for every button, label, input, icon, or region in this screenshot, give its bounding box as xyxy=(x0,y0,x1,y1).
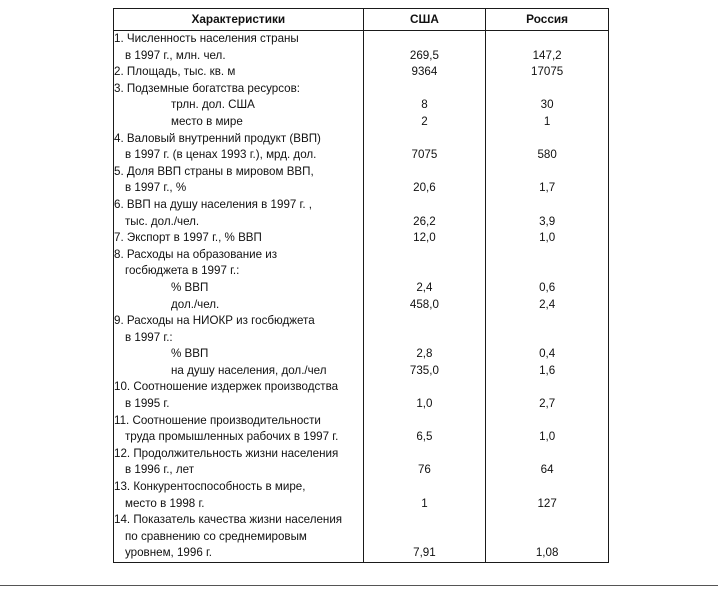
row-label-line: место в мире xyxy=(171,114,243,128)
header-russia: Россия xyxy=(486,9,609,31)
usa-value: 1 xyxy=(363,479,486,512)
usa-value: 7075 xyxy=(363,131,486,164)
page-bottom-rule xyxy=(0,585,718,586)
row-label xyxy=(114,230,364,247)
russia-value: 580 xyxy=(486,131,609,164)
row-label-line: 5. Доля ВВП страны в мировом ВВП, xyxy=(114,164,314,178)
usa-value: 12,0 xyxy=(363,230,486,247)
usa-value: 1,0 xyxy=(363,379,486,412)
row-label-line: % ВВП xyxy=(171,280,209,294)
row-label xyxy=(114,280,364,297)
row-label-line: 14. Показатель качества жизни населения xyxy=(114,513,343,527)
row-label-line: 2. Площадь, тыс. кв. м xyxy=(114,65,236,79)
row-label xyxy=(114,81,364,98)
row-label-line: уровнем, 1996 г. xyxy=(125,546,213,560)
table-row xyxy=(114,379,609,412)
row-label-line: 7. Экспорт в 1997 г., % ВВП xyxy=(114,231,262,245)
table-row xyxy=(114,297,609,314)
russia-value: 1,6 xyxy=(486,363,609,380)
usa-value: 26,2 xyxy=(363,197,486,230)
russia-value: 127 xyxy=(486,479,609,512)
row-label xyxy=(114,413,364,446)
row-label-line: 1. Численность населения страны xyxy=(114,32,299,45)
usa-value: 6,5 xyxy=(363,413,486,446)
usa-value: 735,0 xyxy=(363,363,486,380)
russia-value: 1,0 xyxy=(486,413,609,446)
usa-value: 2,8 xyxy=(363,346,486,363)
russia-value: 64 xyxy=(486,446,609,479)
header-characteristics: Характеристики xyxy=(114,9,364,31)
usa-value xyxy=(363,81,486,98)
usa-value: 2 xyxy=(363,114,486,131)
russia-value: 147,2 xyxy=(486,31,609,65)
usa-value: 269,5 xyxy=(363,31,486,65)
row-label xyxy=(114,379,364,412)
usa-value: 2,4 xyxy=(363,280,486,297)
russia-value: 0,4 xyxy=(486,346,609,363)
table-row xyxy=(114,280,609,297)
russia-value: 2,7 xyxy=(486,379,609,412)
row-label-line: тыс. дол./чел. xyxy=(125,214,200,228)
row-label-line: в 1996 г., лет xyxy=(125,463,195,477)
row-label xyxy=(114,346,364,363)
russia-value: 1 xyxy=(486,114,609,131)
table-header-row xyxy=(114,9,609,31)
row-label-line: по сравнению со среднемировым xyxy=(125,529,307,543)
row-label xyxy=(114,197,364,230)
table-row xyxy=(114,512,609,562)
row-label xyxy=(114,446,364,479)
row-label-line: труда промышленных рабочих в 1997 г. xyxy=(125,430,339,444)
russia-value: 0,6 xyxy=(486,280,609,297)
row-label xyxy=(114,114,364,131)
usa-value: 20,6 xyxy=(363,164,486,197)
russia-value: 1,08 xyxy=(486,512,609,562)
table-row xyxy=(114,81,609,98)
row-label-line: % ВВП xyxy=(171,347,209,361)
table-row xyxy=(114,197,609,230)
row-label-line: в 1995 г. xyxy=(125,397,170,411)
row-label xyxy=(114,363,364,380)
russia-value: 1,7 xyxy=(486,164,609,197)
row-label xyxy=(114,97,364,114)
row-label-line: 11. Соотношение производительности xyxy=(114,413,321,427)
row-label xyxy=(114,479,364,512)
table-row xyxy=(114,97,609,114)
table-row xyxy=(114,446,609,479)
row-label-line: место в 1998 г. xyxy=(125,496,205,510)
row-label-line: 10. Соотношение издержек производства xyxy=(114,380,339,394)
row-label-line: 4. Валовый внутренний продукт (ВВП) xyxy=(114,131,321,145)
row-label-line: 3. Подземные богатства ресурсов: xyxy=(114,81,300,95)
table-row xyxy=(114,31,609,65)
table-row xyxy=(114,413,609,446)
row-label xyxy=(114,297,364,314)
row-label-line: 8. Расходы на образование из xyxy=(114,247,278,261)
row-label-line: 6. ВВП на душу населения в 1997 г. , xyxy=(114,197,313,211)
russia-value xyxy=(486,81,609,98)
usa-value: 76 xyxy=(363,446,486,479)
table-body xyxy=(114,31,609,563)
table-row xyxy=(114,247,609,280)
russia-value: 1,0 xyxy=(486,230,609,247)
row-label-line: в 1997 г., млн. чел. xyxy=(125,48,226,62)
usa-value: 7,91 xyxy=(363,512,486,562)
row-label-line: 12. Продолжительность жизни населения xyxy=(114,446,339,460)
row-label xyxy=(114,64,364,81)
table-row xyxy=(114,346,609,363)
table-row xyxy=(114,313,609,346)
table-row xyxy=(114,230,609,247)
usa-value: 458,0 xyxy=(363,297,486,314)
table-row xyxy=(114,131,609,164)
row-label xyxy=(114,164,364,197)
row-label-line: дол./чел. xyxy=(171,297,220,311)
usa-value xyxy=(363,313,486,346)
usa-value: 8 xyxy=(363,97,486,114)
header-usa: США xyxy=(363,9,486,31)
table-row xyxy=(114,114,609,131)
row-label-line: госбюджета в 1997 г.: xyxy=(125,264,240,278)
row-label-line: в 1997 г., % xyxy=(125,181,187,195)
row-label xyxy=(114,512,364,562)
comparison-table xyxy=(113,8,609,563)
row-label xyxy=(114,31,364,65)
russia-value: 2,4 xyxy=(486,297,609,314)
row-label xyxy=(114,313,364,346)
table-row xyxy=(114,479,609,512)
usa-value xyxy=(363,247,486,280)
table-row xyxy=(114,363,609,380)
table-row xyxy=(114,64,609,81)
row-label-line: трлн. дол. США xyxy=(171,98,255,112)
row-label xyxy=(114,247,364,280)
row-label-line: 9. Расходы на НИОКР из госбюджета xyxy=(114,314,315,328)
russia-value: 3,9 xyxy=(486,197,609,230)
row-label-line: в 1997 г. (в ценах 1993 г.), мрд. дол. xyxy=(125,148,317,162)
russia-value: 17075 xyxy=(486,64,609,81)
russia-value: 30 xyxy=(486,97,609,114)
russia-value xyxy=(486,247,609,280)
row-label-line: в 1997 г.: xyxy=(125,330,173,344)
row-label-line: 13. Конкурентоспособность в мире, xyxy=(114,480,306,494)
row-label xyxy=(114,131,364,164)
table-row xyxy=(114,164,609,197)
usa-value: 9364 xyxy=(363,64,486,81)
russia-value xyxy=(486,313,609,346)
row-label-line: на душу населения, дол./чел xyxy=(171,363,327,377)
